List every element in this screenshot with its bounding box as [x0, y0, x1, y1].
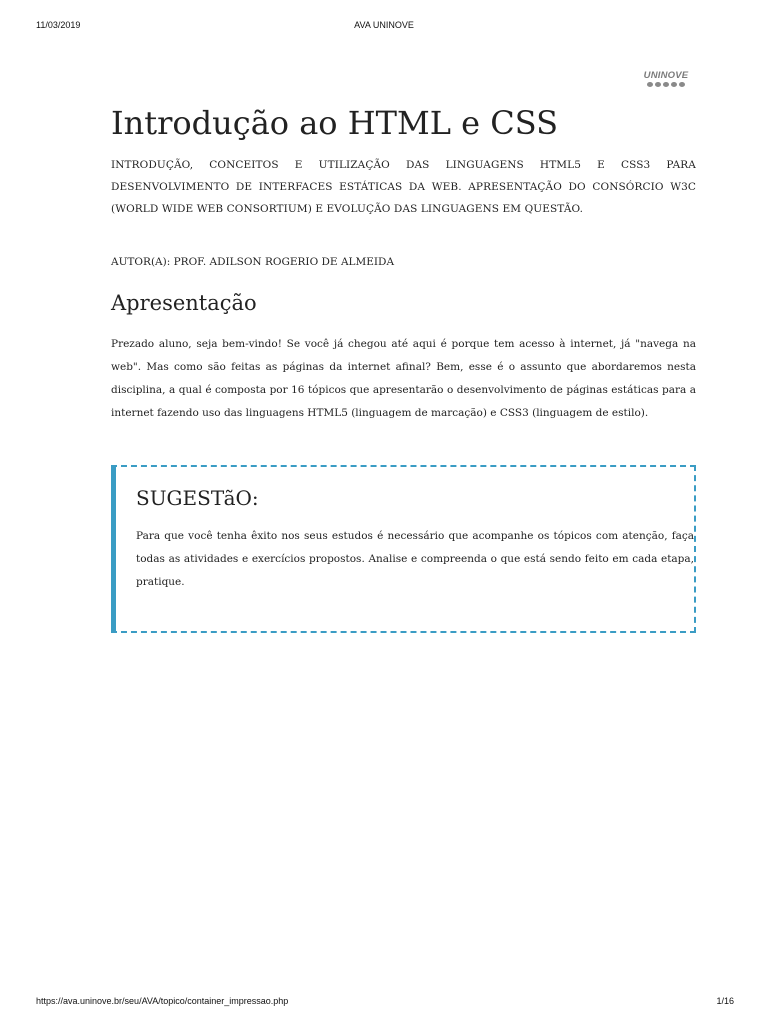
- document-subtitle: INTRODUÇÃO, CONCEITOS E UTILIZAÇÃO DAS LINGUAGENS HTML5 E CSS3 PARA DESENVOLVIMENTO DE INTERFACES ESTÁTICAS DA WEB. APRESENTAÇÃO DO CONSÓRCIO W3C (WORLD WIDE WEB CONSORTIUM) E EVOLUÇÃO DAS LINGUAGENS EM QUESTÃO.: [111, 159, 696, 215]
- suggestion-text: Para que você tenha êxito nos seus estudos é necessário que acompanhe os tópicos com atenção, faça todas as atividades e exercícios propostos. Analise e compreenda o que está sendo feito em cada etapa, pratique.: [136, 530, 694, 588]
- page-title: Introdução ao HTML e CSS: [111, 104, 559, 142]
- print-footer: [0, 996, 768, 1008]
- suggestion-box: [111, 465, 696, 633]
- page-indicator: 1/16: [716, 996, 734, 1006]
- uninove-logo: [640, 70, 692, 87]
- print-url: https://ava.uninove.br/seu/AVA/topico/container_impressao.php: [36, 996, 289, 1006]
- document-content: [111, 102, 696, 425]
- section-title: Apresentação: [111, 291, 257, 315]
- author-line: AUTOR(A): PROF. ADILSON ROGERIO DE ALMEIDA: [111, 256, 395, 268]
- logo-text: UNINOVE: [643, 70, 689, 81]
- suggestion-title: SUGESTãO:: [136, 486, 259, 510]
- intro-paragraph: Prezado aluno, seja bem-vindo! Se você já chegou até aqui é porque tem acesso à internet, já "navega na web". Mas como são feitas as páginas da internet afinal? Bem, esse é o assunto que abordaremos nesta disciplina, a qual é composta por 16 tópicos que apresentarão o desenvolvimento de páginas estáticas para a internet fazendo uso das linguagens HTML5 (linguagem de marcação) e CSS3 (linguagem de estilo).: [111, 338, 696, 419]
- logo-dots-icon: [640, 82, 692, 87]
- print-header: [0, 20, 768, 32]
- print-date: 11/03/2019: [36, 20, 81, 30]
- print-site-title: AVA UNINOVE: [354, 20, 414, 30]
